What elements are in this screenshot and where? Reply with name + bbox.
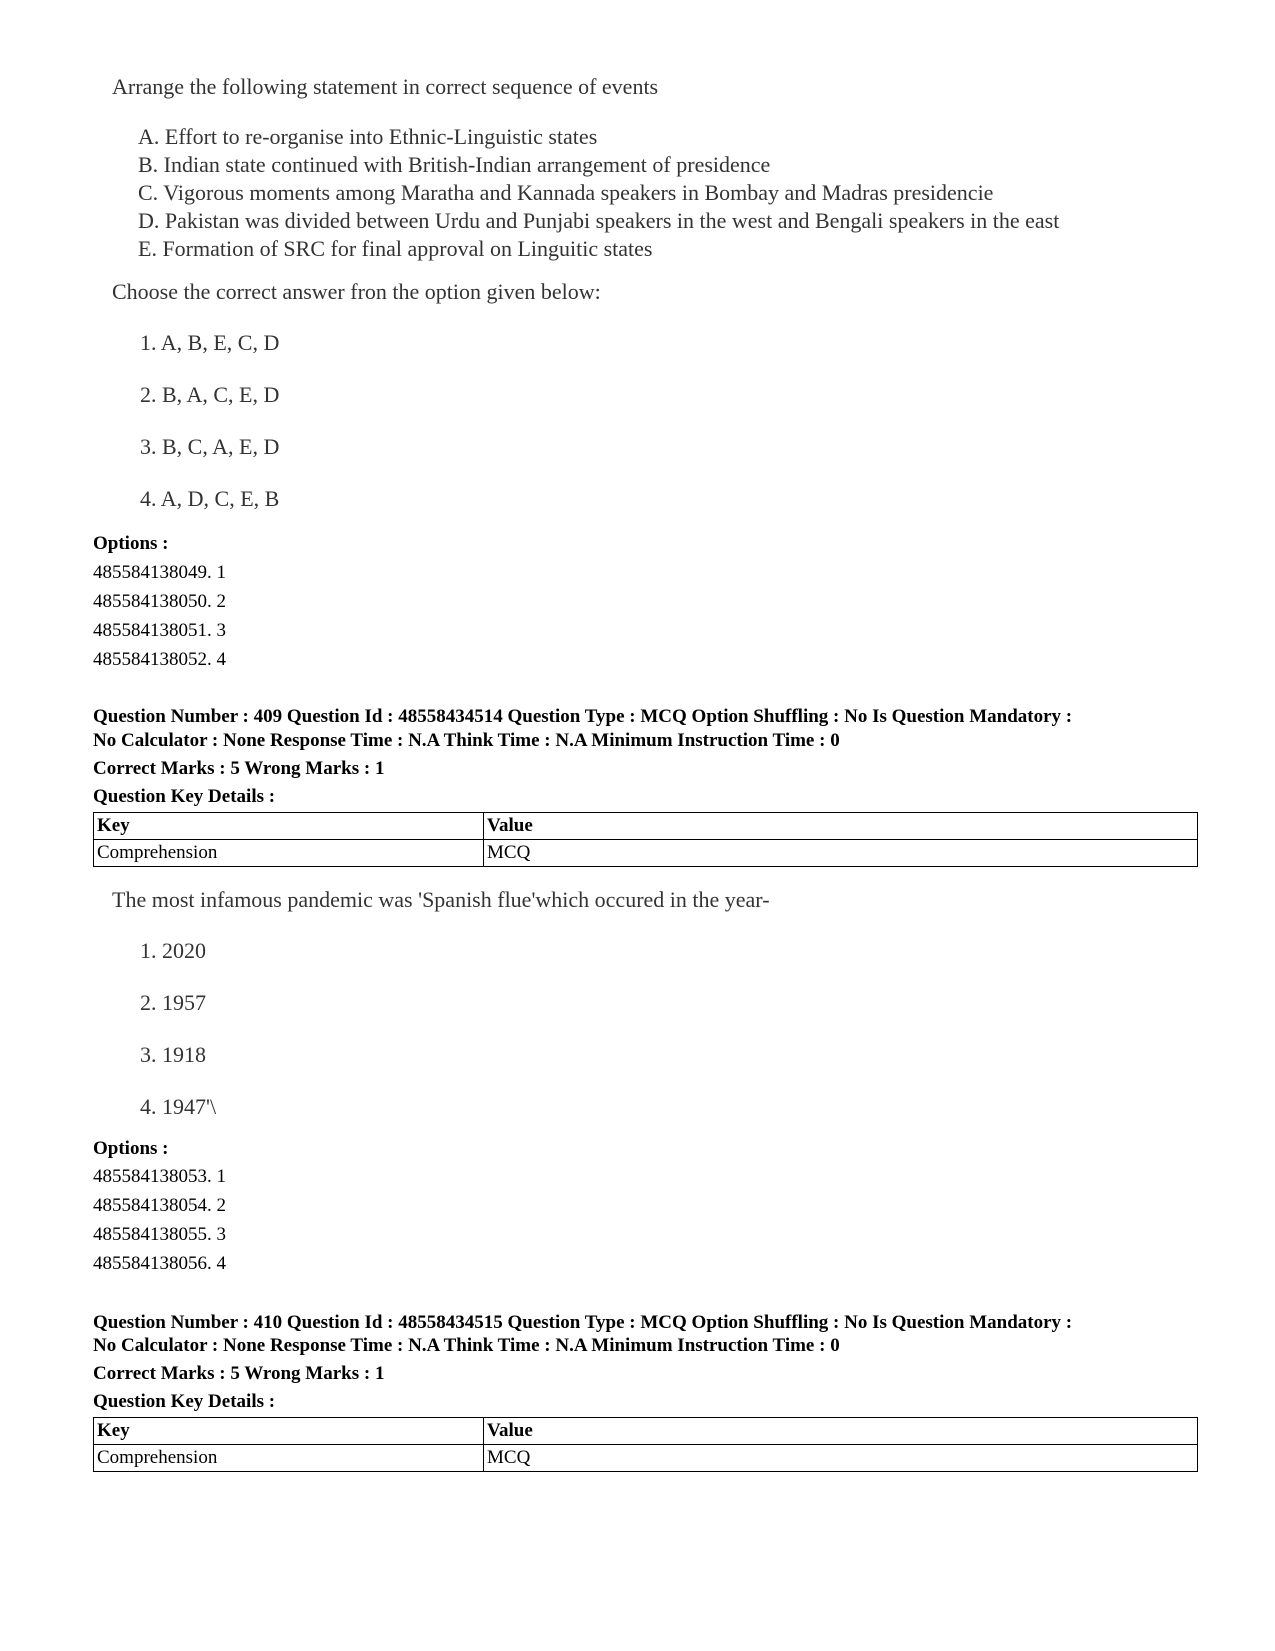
option-item: 485584138054. 2 bbox=[93, 1195, 226, 1216]
statement-d: D. Pakistan was divided between Urdu and Punjabi speakers in the west and Bengali speakers in the east bbox=[138, 208, 1060, 233]
question-409-stem: The most infamous pandemic was 'Spanish flue'which occured in the year- bbox=[112, 887, 770, 912]
question-410-marks: Correct Marks : 5 Wrong Marks : 1 bbox=[93, 1363, 385, 1384]
options-list bbox=[93, 1162, 226, 1278]
option-item: 485584138050. 2 bbox=[93, 591, 226, 612]
statement-c: C. Vigorous moments among Maratha and Kannada speakers in Bombay and Madras presidencie bbox=[138, 180, 994, 205]
option-item: 485584138053. 1 bbox=[93, 1166, 226, 1187]
choice-1: 1. 2020 bbox=[140, 938, 206, 963]
options-label: Options : bbox=[93, 1138, 169, 1159]
table-cell-key: Comprehension bbox=[94, 840, 484, 867]
table-header-row bbox=[94, 813, 1198, 840]
table-cell-value: MCQ bbox=[484, 1445, 1198, 1472]
choice-4: 4. 1947'\ bbox=[140, 1094, 217, 1119]
options-list bbox=[93, 558, 226, 674]
choice-2: 2. 1957 bbox=[140, 990, 206, 1015]
statement-e: E. Formation of SRC for final approval on Linguitic states bbox=[138, 236, 653, 261]
question-409-marks: Correct Marks : 5 Wrong Marks : 1 bbox=[93, 758, 385, 779]
options-label: Options : bbox=[93, 533, 169, 554]
table-cell-value: MCQ bbox=[484, 840, 1198, 867]
choice-3: 3. B, C, A, E, D bbox=[140, 434, 280, 459]
table-header-key: Key bbox=[94, 813, 484, 840]
table-header-row bbox=[94, 1418, 1198, 1445]
option-item: 485584138055. 3 bbox=[93, 1224, 226, 1245]
table-row bbox=[94, 840, 1198, 867]
table-header-key: Key bbox=[94, 1418, 484, 1445]
question-409-key-details-label: Question Key Details : bbox=[93, 786, 276, 807]
option-item: 485584138052. 4 bbox=[93, 649, 226, 670]
choice-2: 2. B, A, C, E, D bbox=[140, 382, 280, 407]
question-408-instruction: Choose the correct answer fron the option given below: bbox=[112, 279, 601, 304]
choice-1: 1. A, B, E, C, D bbox=[140, 330, 280, 355]
statement-a: A. Effort to re-organise into Ethnic-Linguistic states bbox=[138, 124, 598, 149]
option-item: 485584138056. 4 bbox=[93, 1253, 226, 1274]
table-row bbox=[94, 1445, 1198, 1472]
question-410-key-table bbox=[93, 1417, 1198, 1472]
question-410-meta: Question Number : 410 Question Id : 48558434515 Question Type : MCQ Option Shuffling : No Is Question Mandatory : bbox=[93, 1312, 1073, 1333]
choice-3: 3. 1918 bbox=[140, 1042, 206, 1067]
question-408-stem: Arrange the following statement in correct sequence of events bbox=[112, 74, 659, 99]
question-410-meta-cont: No Calculator : None Response Time : N.A Think Time : N.A Minimum Instruction Time : 0 bbox=[93, 1335, 840, 1356]
question-410-key-details-label: Question Key Details : bbox=[93, 1391, 276, 1412]
option-item: 485584138049. 1 bbox=[93, 562, 226, 583]
choice-4: 4. A, D, C, E, B bbox=[140, 486, 280, 511]
table-header-value: Value bbox=[484, 813, 1198, 840]
question-409-meta: Question Number : 409 Question Id : 48558434514 Question Type : MCQ Option Shuffling : No Is Question Mandatory : bbox=[93, 706, 1073, 727]
question-409-key-table bbox=[93, 812, 1198, 867]
statement-b: B. Indian state continued with British-Indian arrangement of presidence bbox=[138, 152, 771, 177]
statement-list bbox=[138, 123, 1059, 263]
option-item: 485584138051. 3 bbox=[93, 620, 226, 641]
table-cell-key: Comprehension bbox=[94, 1445, 484, 1472]
question-409-meta-cont: No Calculator : None Response Time : N.A Think Time : N.A Minimum Instruction Time : 0 bbox=[93, 730, 840, 751]
table-header-value: Value bbox=[484, 1418, 1198, 1445]
